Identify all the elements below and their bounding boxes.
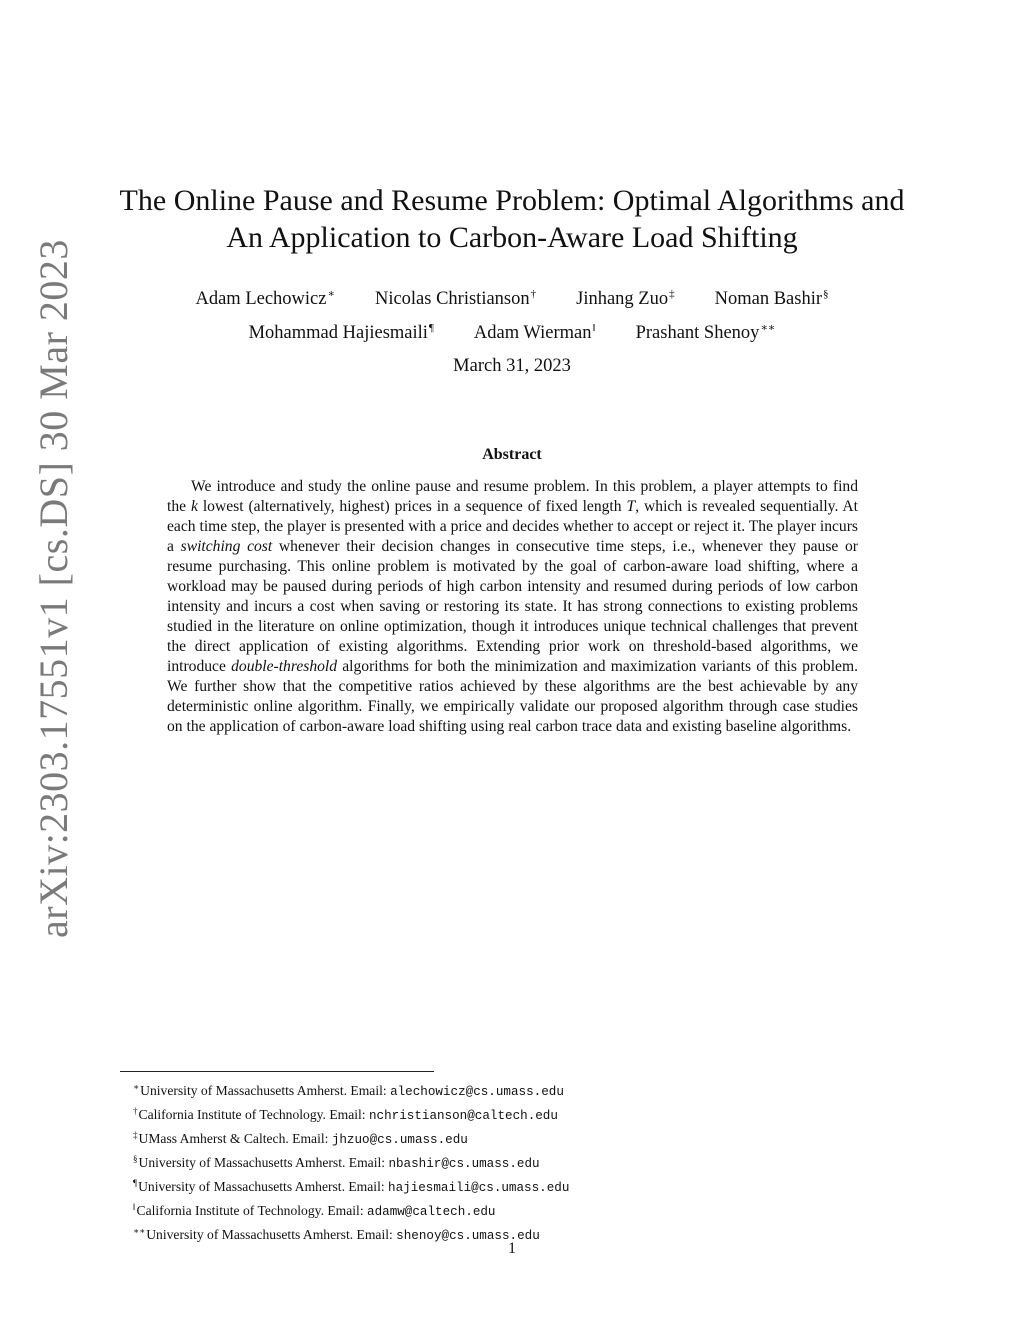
footnotes [133, 1078, 569, 1246]
author-row-2 [110, 315, 914, 349]
author: Prashant Shenoy∗∗ [635, 322, 776, 343]
author-list [110, 281, 914, 349]
publication-date: March 31, 2023 [453, 356, 571, 376]
paper-title: The Online Pause and Resume Problem: Optimal Algorithms and An Application to Carbon-Aware Load Shifting [119, 184, 905, 254]
abstract-text: We introduce and study the online pause and resume problem. In this problem, a player attempts to find the k lowest (alternatively, highest) prices in a sequence of fixed length T, which is revealed sequentially. At each time step, the player is presented with a price and decides whether to accept or reject it. The player incurs a switching cost whenever their decision changes in consecutive time steps, i.e., whenever they pause or resume purchasing. This online problem is motivated by the goal of carbon-aware load shifting, where a workload may be paused during periods of high carbon intensity and resumed during periods of low carbon intensity and incurs a cost when saving or restoring its state. It has strong connections to existing problems studied in the literature on online optimization, though it introduces unique technical challenges that prevent the direct application of existing algorithms. Extending prior work on threshold-based algorithms, we introduce double-threshold algorithms for both the minimization and maximization variants of this problem. We further show that the competitive ratios achieved by these algorithms are the best achievable by any deterministic online algorithm. Finally, we empirically validate our proposed algorithm through case studies on the application of carbon-aware load shifting using real carbon trace data and existing baseline algorithms. [167, 478, 858, 735]
email-address: jhzuo@cs.umass.edu [331, 1133, 468, 1147]
email-address: adamw@caltech.edu [367, 1205, 496, 1219]
footnote-rule [120, 1071, 434, 1072]
author: Jinhang Zuo‡ [576, 288, 675, 309]
footnote: ∗University of Massachusetts Amherst. Email: alechowicz@cs.umass.edu [133, 1082, 564, 1099]
email-address: alechowicz@cs.umass.edu [390, 1085, 564, 1099]
footnote: ¶University of Massachusetts Amherst. Email: hajiesmaili@cs.umass.edu [133, 1178, 570, 1195]
author: Mohammad Hajiesmaili¶ [248, 322, 434, 343]
footnote: ‡UMass Amherst & Caltech. Email: jhzuo@cs.umass.edu [133, 1130, 468, 1147]
footnote: §University of Massachusetts Amherst. Email: nbashir@cs.umass.edu [133, 1154, 540, 1171]
email-address: shenoy@cs.umass.edu [396, 1229, 540, 1243]
email-address: nbashir@cs.umass.edu [388, 1157, 540, 1171]
footnote: ∗∗University of Massachusetts Amherst. Email: shenoy@cs.umass.edu [133, 1226, 540, 1243]
author: Nicolas Christianson† [374, 288, 537, 309]
author: Adam Lechowicz∗ [195, 288, 335, 309]
author-row-1 [110, 281, 914, 315]
footnote: ‖California Institute of Technology. Email: adamw@caltech.edu [133, 1202, 496, 1219]
author: Adam Wierman‖ [473, 322, 596, 343]
author: Noman Bashir§ [714, 288, 829, 309]
email-address: nchristianson@caltech.edu [368, 1109, 558, 1123]
arxiv-identifier-stamp: arXiv:2303.17551v1 [cs.DS] 30 Mar 2023 [31, 239, 76, 938]
abstract-heading: Abstract [482, 446, 542, 463]
email-address: hajiesmaili@cs.umass.edu [388, 1181, 570, 1195]
page-number: 1 [508, 1240, 516, 1257]
footnote: †California Institute of Technology. Email: nchristianson@caltech.edu [133, 1106, 558, 1123]
